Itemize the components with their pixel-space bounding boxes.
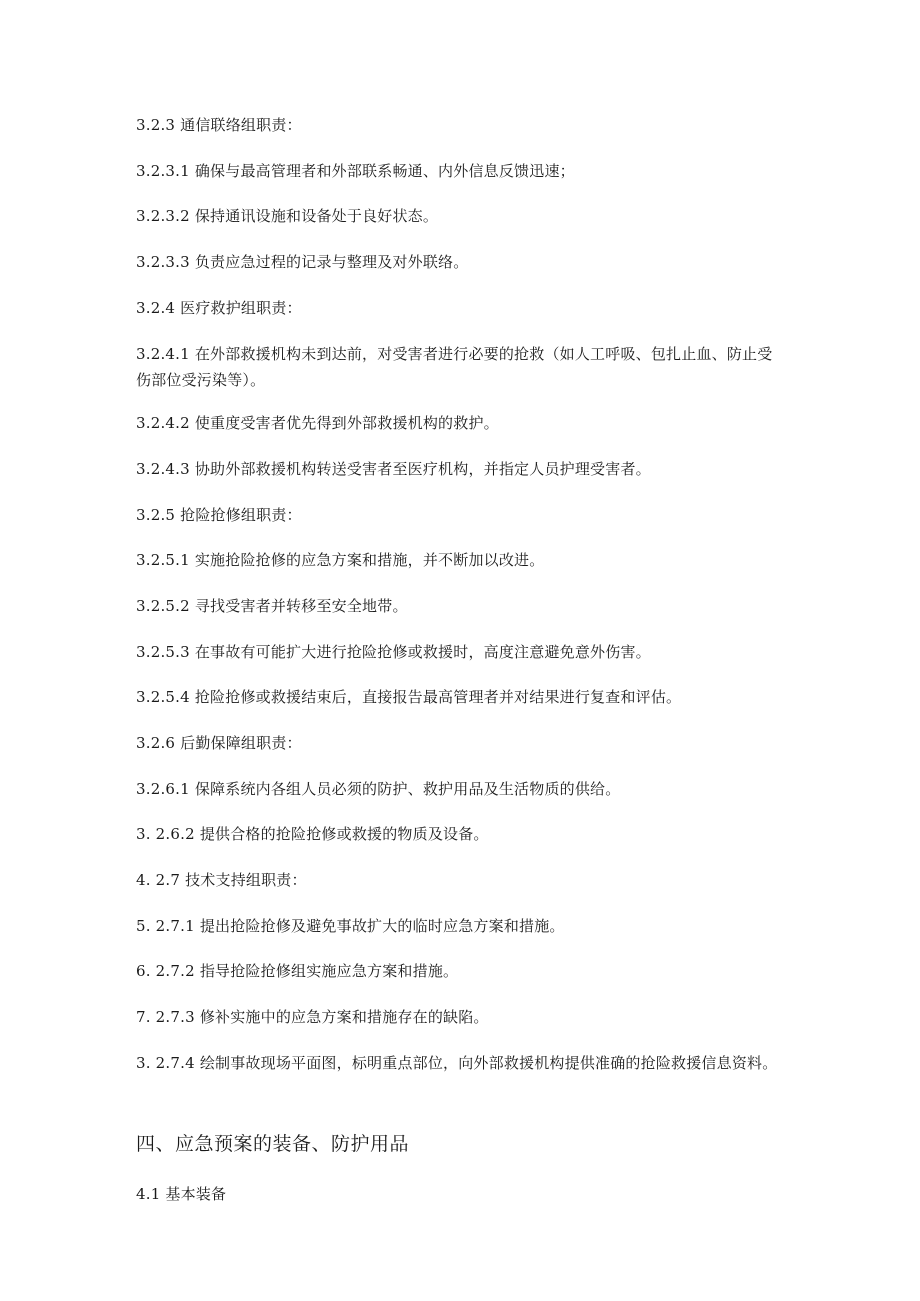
paragraph-3-2-4: 3.2.4 医疗救护组职责： xyxy=(136,299,302,317)
paragraph-3-2-3-1: 3.2.3.1 确保与最高管理者和外部联系畅通、内外信息反馈迅速； xyxy=(136,162,575,180)
paragraph-3-2-5-3: 3.2.5.3 在事故有可能扩大进行抢险抢修或救援时，高度注意避免意外伤害。 xyxy=(136,643,651,661)
subheading-4-1: 4.1 基本装备 xyxy=(136,1185,227,1203)
paragraph-3-2-4-2: 3.2.4.2 使重度受害者优先得到外部救援机构的救护。 xyxy=(136,414,499,432)
paragraph-2-7: 4. 2.7 技术支持组职责： xyxy=(136,871,307,889)
paragraph-2-7-1: 5. 2.7.1 提出抢险抢修及避免事故扩大的临时应急方案和措施。 xyxy=(136,917,565,935)
paragraph-3-2-3-3: 3.2.3.3 负责应急过程的记录与整理及对外联络。 xyxy=(136,253,469,271)
paragraph-3-2-3-2: 3.2.3.2 保持通讯设施和设备处于良好状态。 xyxy=(136,207,439,225)
paragraph-2-7-3: 7. 2.7.3 修补实施中的应急方案和措施存在的缺陷。 xyxy=(136,1008,489,1026)
paragraph-3-2-4-3: 3.2.4.3 协助外部救援机构转送受害者至医疗机构，并指定人员护理受害者。 xyxy=(136,460,651,478)
paragraph-3-2-5: 3.2.5 抢险抢修组职责： xyxy=(136,506,302,524)
paragraph-3-2-3: 3.2.3 通信联络组职责： xyxy=(136,116,302,134)
paragraph-3-2-4-1: 3.2.4.1 在外部救援机构未到达前，对受害者进行必要的抢救（如人工呼吸、包扎止血、防止受伤部位受污染等）。 xyxy=(136,345,773,389)
paragraph-3-2-6: 3.2.6 后勤保障组职责： xyxy=(136,734,302,752)
paragraph-2-7-4: 3. 2.7.4 绘制事故现场平面图，标明重点部位，向外部救援机构提供准确的抢险救援信息资料。 xyxy=(136,1054,778,1072)
paragraph-3-2-5-2: 3.2.5.2 寻找受害者并转移至安全地带。 xyxy=(136,597,408,615)
paragraph-3-2-6-1: 3.2.6.1 保障系统内各组人员必须的防护、救护用品及生活物质的供给。 xyxy=(136,780,621,798)
paragraph-2-7-2: 6. 2.7.2 指导抢险抢修组实施应急方案和措施。 xyxy=(136,962,459,980)
paragraph-3-2-6-2: 3. 2.6.2 提供合格的抢险抢修或救援的物质及设备。 xyxy=(136,825,489,843)
section-heading: 四、应急预案的装备、防护用品 xyxy=(136,1133,410,1155)
paragraph-3-2-5-1: 3.2.5.1 实施抢险抢修的应急方案和措施，并不断加以改进。 xyxy=(136,551,545,569)
paragraph-3-2-5-4: 3.2.5.4 抢险抢修或救援结束后，直接报告最高管理者并对结果进行复查和评估。 xyxy=(136,688,682,706)
